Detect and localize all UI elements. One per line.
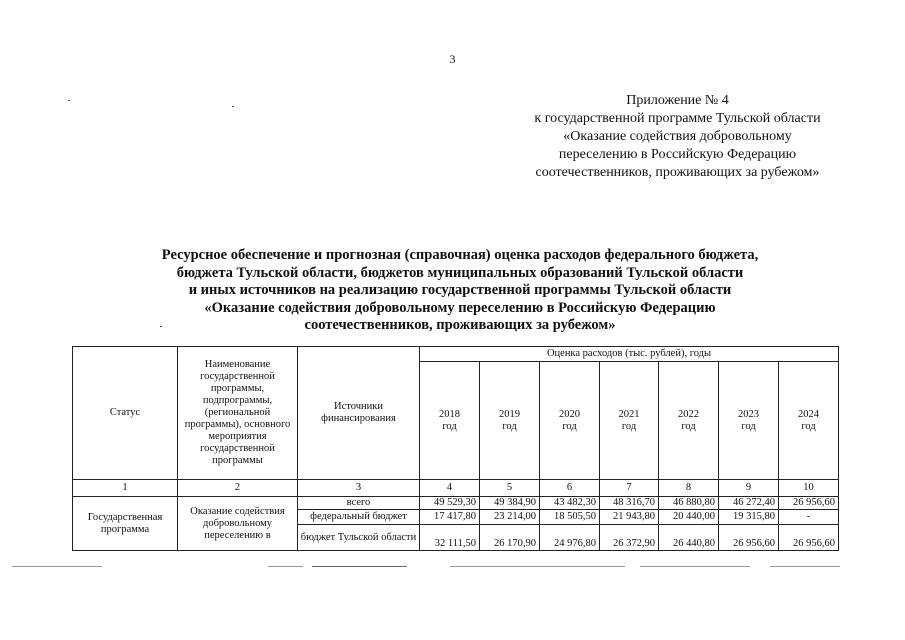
table-row [73,497,839,510]
column-number: 2 [178,480,298,497]
header-name: Наименование государственной программы, подпрограммы, (региональной программы), основного мероприятия государственной программы [178,347,298,480]
value-cell: - [779,510,839,525]
appendix-line: переселению в Российскую Федерацию [558,147,797,162]
column-number: 6 [540,480,600,497]
scan-mark [450,566,625,567]
appendix-line: Приложение № 4 [626,93,729,108]
column-number: 5 [480,480,540,497]
value-cell: 49 384,90 [480,497,540,510]
source-cell: бюджет Тульской области [298,525,420,551]
header-estimate: Оценка расходов (тыс. рублей), годы [420,347,839,362]
appendix-line: к государственной программе Тульской области [534,111,821,126]
appendix-header [500,92,855,182]
title-line: и иных источников на реализацию государственной программы Тульской области [188,282,732,298]
header-year: 2023 год [719,362,779,480]
header-year: 2018 год [420,362,480,480]
header-sources: Источники финансирования [298,347,420,480]
scan-speck [160,326,162,327]
value-cell: 26 956,60 [719,525,779,551]
value-cell: 46 272,40 [719,497,779,510]
scan-mark [268,566,303,567]
value-cell: 43 482,30 [540,497,600,510]
value-cell: 18 505,50 [540,510,600,525]
resource-table [72,346,839,551]
value-cell: 26 170,90 [480,525,540,551]
value-cell: 20 440,00 [659,510,719,525]
title-line: «Оказание содействия добровольному переселению в Российскую Федерацию [204,299,716,316]
value-cell: 24 976,80 [540,525,600,551]
header-year: 2021 год [600,362,659,480]
value-cell: 21 943,80 [600,510,659,525]
value-cell: 26 956,60 [779,525,839,551]
source-cell: всего [298,497,420,510]
value-cell: 49 529,30 [420,497,480,510]
title-line: бюджета Тульской области, бюджетов муниципальных образований Тульской области [176,264,744,281]
appendix-line: соотечественников, проживающих за рубежом» [535,165,820,180]
title-line: Ресурсное обеспечение и прогнозная (справочная) оценка расходов федерального бюджета, [161,247,759,263]
header-year: 2019 год [480,362,540,480]
value-cell: 46 880,80 [659,497,719,510]
column-number: 8 [659,480,719,497]
header-row [73,347,839,362]
page-number: 3 [449,52,456,66]
scan-mark [312,566,407,567]
value-cell: 23 214,00 [480,510,540,525]
scan-mark [770,566,840,567]
scan-speck [68,100,70,101]
column-number: 9 [719,480,779,497]
header-year: 2022 год [659,362,719,480]
header-status: Статус [73,347,178,480]
column-number: 1 [73,480,178,497]
value-cell: 48 316,70 [600,497,659,510]
value-cell: 26 440,80 [659,525,719,551]
program-status: Государственная программа [73,497,178,551]
header-year: 2020 год [540,362,600,480]
value-cell: 19 315,80 [719,510,779,525]
title-line: соотечественников, проживающих за рубежом» [304,317,616,333]
scan-mark [640,566,750,567]
scan-mark [12,566,102,567]
value-cell: 32 111,50 [420,525,480,551]
appendix-line: «Оказание содействия добровольному [563,129,792,144]
column-number: 4 [420,480,480,497]
header-year: 2024 год [779,362,839,480]
scan-speck [232,106,234,107]
value-cell: 17 417,80 [420,510,480,525]
column-number: 3 [298,480,420,497]
column-number-row [73,480,839,497]
value-cell: 26 956,60 [779,497,839,510]
column-number: 10 [779,480,839,497]
program-name: Оказание содействия добровольному переселению в [178,497,298,551]
source-cell: федеральный бюджет [298,510,420,525]
document-title [60,247,860,335]
value-cell: 26 372,90 [600,525,659,551]
column-number: 7 [600,480,659,497]
